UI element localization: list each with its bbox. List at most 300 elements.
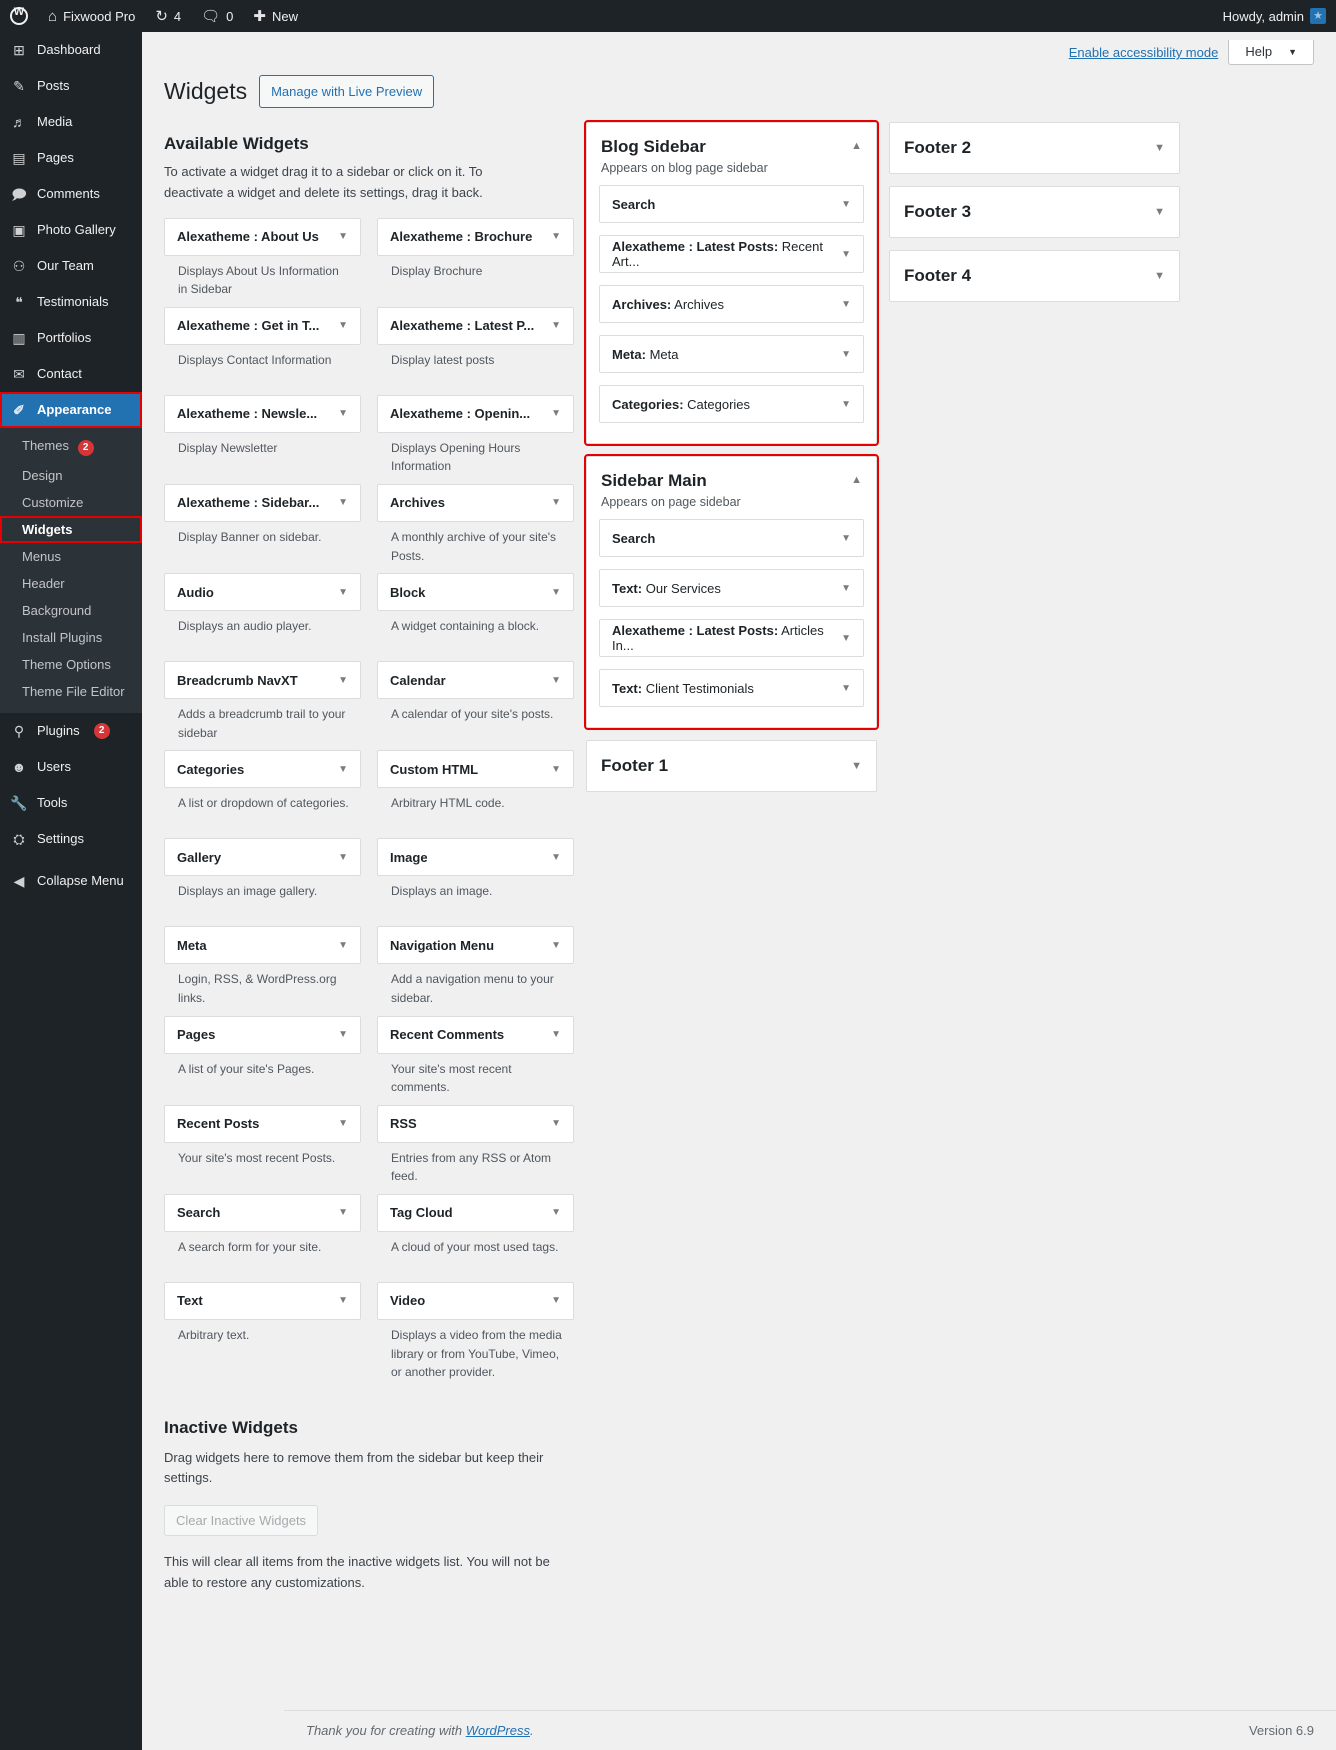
widget-name: Breadcrumb NavXT [177,672,298,688]
widget-header[interactable] [377,750,574,788]
available-widgets-description: To activate a widget drag it to a sidebar or click on it. To deactivate a widget and delete its settings, drag it back. [164,164,483,200]
sidebar-item-label: Appearance [37,402,112,417]
sidebar-item-label: Photo Gallery [37,222,116,237]
sidebar-widget[interactable] [599,519,864,557]
chevron-down-icon[interactable]: ▼ [841,682,851,694]
available-widget [377,395,574,484]
sidebar-widget[interactable] [599,619,864,657]
submenu-label: Widgets [22,522,73,537]
widget-name: Archives: [612,296,672,312]
widget-name: Search [177,1205,221,1221]
site-name-label: Fixwood Pro [63,8,136,24]
widget-name: Meta [177,937,207,953]
widget-header[interactable] [377,1105,574,1143]
chevron-down-icon: ▼ [1288,46,1297,57]
admin-footer [284,1710,1336,1750]
sidebar-item-label: Pages [37,150,74,165]
widget-name: Categories [177,761,245,777]
submenu-item-theme-file-editor[interactable] [0,678,142,705]
widget-header[interactable] [164,926,361,964]
quote-icon: ❝ [15,294,23,310]
available-widget [164,661,361,750]
sidebar-widget[interactable] [599,569,864,607]
widget-header[interactable] [164,573,361,611]
submenu-label: Customize [22,495,84,510]
widget-header[interactable] [164,838,361,876]
widget-name: Video [390,1293,426,1309]
comment-icon: 🗩 [11,186,27,202]
admin-bar [0,0,1336,32]
submenu-label: Theme Options [22,657,111,672]
widget-header[interactable] [164,484,361,522]
widget-header[interactable] [164,1016,361,1054]
widgets-page-wrap [142,75,1336,1610]
howdy-label: Howdy, admin [1222,8,1304,24]
widget-description: Your site's most recent Posts. [178,1150,336,1165]
available-widget [377,838,574,926]
sidebar-panel-title: Blog Sidebar [601,137,706,156]
sidebar-panel-description: Appears on page sidebar [601,495,741,509]
submenu-item-design[interactable] [0,462,142,489]
sidebar-item-label: Testimonials [37,294,109,309]
widget-value: Articles In... [612,623,824,653]
widget-header[interactable] [377,1282,574,1320]
footer-thanks [306,1723,534,1738]
widget-value: Client Testimonials [645,680,754,696]
chevron-down-icon[interactable]: ▼ [1154,142,1165,154]
sidebar-widget[interactable] [599,335,864,373]
chevron-up-icon[interactable]: ▲ [851,140,862,152]
sidebar-item-label: Tools [37,795,68,810]
widget-name: Categories: [612,396,684,412]
sidebar-item-photo-gallery[interactable] [0,212,142,248]
widgets-columns [164,122,1314,1610]
available-widget [164,573,361,661]
sidebar-panel-title: Sidebar Main [601,471,707,490]
widget-description: Display Banner on sidebar. [178,529,322,544]
chevron-down-icon[interactable]: ▼ [841,398,851,410]
sidebar-panel-header[interactable] [587,457,876,519]
widget-name: Meta: [612,346,646,362]
chevron-down-icon: ▼ [551,1295,561,1307]
widget-name: Text: [612,580,643,596]
submenu-label: Design [22,468,63,483]
chevron-down-icon[interactable]: ▼ [841,582,851,594]
sidebar-item-appearance[interactable] [0,392,142,428]
sidebar-item-plugins[interactable] [0,713,142,749]
sidebar-widget[interactable] [599,669,864,707]
sidebar-item-label: Media [37,114,73,129]
available-widget [164,1016,361,1105]
widget-name: Alexatheme : Sidebar... [177,495,320,511]
widget-header[interactable] [377,573,574,611]
sidebar-item-portfolios[interactable] [0,320,142,356]
sidebar-item-users[interactable] [0,749,142,785]
new-content-menu[interactable] [243,0,308,32]
sidebar-item-label: Portfolios [37,330,92,345]
submenu-item-install-plugins[interactable] [0,624,142,651]
page-title-row [164,75,1314,108]
widget-name: Custom HTML [390,761,479,777]
available-widgets-title: Available Widgets [164,134,309,153]
chevron-down-icon: ▼ [338,320,348,332]
sidebars-column-2 [889,122,1180,314]
my-account-menu[interactable] [1213,0,1336,32]
widget-description: Displays an audio player. [178,619,312,634]
chevron-down-icon: ▼ [338,851,348,863]
widget-value: Recent Art... [612,239,823,269]
widget-description: Adds a breadcrumb trail to your sidebar [178,707,346,740]
chevron-down-icon: ▼ [551,1029,561,1041]
sidebar-item-label: Users [37,759,71,774]
submenu-item-header[interactable] [0,570,142,597]
widget-description: Displays an image gallery. [178,884,318,899]
widget-description: A list of your site's Pages. [178,1061,315,1076]
sidebar-panel-title: Footer 2 [904,138,972,157]
widget-value: Archives [674,296,725,312]
submenu-item-background[interactable] [0,597,142,624]
submenu-item-menus[interactable] [0,543,142,570]
chevron-down-icon[interactable]: ▼ [841,532,851,544]
chevron-down-icon: ▼ [551,231,561,243]
collapse-menu-label: Collapse Menu [37,873,124,888]
chevron-down-icon[interactable]: ▼ [841,632,851,644]
widget-description: A monthly archive of your site's Posts. [391,529,557,563]
widget-description: Entries from any RSS or Atom feed. [391,1150,552,1184]
updates-count: 4 [173,8,182,24]
widget-header[interactable] [377,484,574,522]
widget-header[interactable] [164,307,361,345]
widget-name: Tag Cloud [390,1205,453,1221]
widget-description: Display Newsletter [178,440,278,455]
widget-value: Our Services [645,580,721,596]
screen-meta-links [142,32,1336,65]
chevron-down-icon[interactable]: ▼ [841,348,851,360]
widget-name: Image [390,849,428,865]
sidebar-item-label: Posts [37,78,70,93]
widget-description: Display Brochure [391,263,483,278]
users-icon: ☻ [11,759,27,775]
available-widget [164,1105,361,1194]
chevron-down-icon: ▼ [338,1207,348,1219]
sidebar-panel-footer-4[interactable] [889,250,1180,302]
appearance-icon: ✐ [13,402,25,418]
widget-description: A cloud of your most used tags. [391,1239,559,1254]
page-title: Widgets [164,78,248,104]
sidebar-widget[interactable] [599,235,864,273]
available-widget [377,1194,574,1282]
themes-update-count: 2 [78,440,94,456]
available-widget [377,484,574,573]
submenu-label: Background [22,603,92,618]
dashboard-icon: ⊞ [13,42,25,58]
portfolio-icon: ▥ [12,330,26,346]
sidebar-item-posts[interactable] [0,68,142,104]
chevron-down-icon: ▼ [551,586,561,598]
available-widget [164,1282,361,1390]
chevron-down-icon[interactable]: ▼ [841,298,851,310]
sidebar-panel-blog-sidebar [586,122,877,444]
version-label: Version 6.9 [1248,1723,1314,1738]
available-widget [164,926,361,1015]
widget-header[interactable] [164,395,361,433]
widget-header[interactable] [377,218,574,256]
chevron-down-icon: ▼ [338,1029,348,1041]
help-tab-button[interactable] [1228,40,1314,65]
chevron-up-icon[interactable]: ▲ [851,474,862,486]
widget-header[interactable] [164,218,361,256]
widget-description: Arbitrary text. [178,1327,250,1342]
inactive-widgets-description: Drag widgets here to remove them from the sidebar but keep their settings. [164,1449,544,1486]
widget-description: Displays Contact Information [178,352,332,367]
comments-icon: 🗨 [201,7,221,25]
available-widget [377,1016,574,1105]
submenu-item-theme-options[interactable] [0,651,142,678]
chevron-down-icon: ▼ [338,1295,348,1307]
enable-accessibility-mode-link[interactable]: Enable accessibility mode [1068,45,1219,60]
widget-name: RSS [390,1116,417,1132]
chevron-down-icon[interactable]: ▼ [841,198,851,210]
chevron-down-icon: ▼ [551,1118,561,1130]
submenu-item-customize[interactable] [0,489,142,516]
sidebar-panel-footer-3[interactable] [889,186,1180,238]
admin-sidebar [0,32,142,1750]
sidebar-item-our-team[interactable] [0,248,142,284]
widget-name: Navigation Menu [390,937,495,953]
widget-description: Arbitrary HTML code. [391,796,505,811]
submenu-label: Theme File Editor [22,684,125,699]
new-content-label: New [271,8,298,24]
widget-name: Alexatheme : Get in T... [177,318,320,334]
sidebar-item-label: Settings [37,831,84,846]
help-label: Help [1245,44,1273,59]
widget-description: Your site's most recent comments. [391,1061,512,1095]
available-widget [377,661,574,750]
plugins-icon: ⚲ [13,723,25,739]
media-icon: ♬ [12,114,26,130]
widget-header[interactable] [164,661,361,699]
sidebar-panel-header[interactable] [587,123,876,185]
sidebar-panel-footer-2[interactable] [889,122,1180,174]
widget-description: Displays an image. [391,884,493,899]
wordpress-link[interactable]: WordPress [465,1723,530,1738]
chevron-down-icon[interactable]: ▼ [851,760,862,772]
widget-header[interactable] [164,1105,361,1143]
sidebar-item-pages[interactable] [0,140,142,176]
widget-header[interactable] [377,926,574,964]
widget-name: Audio [177,584,214,600]
sidebar-widget[interactable] [599,385,864,423]
available-widget [164,395,361,484]
widget-header[interactable] [377,1194,574,1232]
sidebar-item-contact[interactable] [0,356,142,392]
submenu-label: Install Plugins [22,630,103,645]
available-widget [377,573,574,661]
available-widget [377,1105,574,1194]
chevron-down-icon: ▼ [551,1207,561,1219]
widget-value: Meta [649,346,679,362]
sidebar-panel-title: Footer 4 [904,266,972,285]
chevron-down-icon: ▼ [551,674,561,686]
sidebar-item-label: Contact [37,366,82,381]
sidebar-panel-footer-1[interactable] [586,740,877,792]
available-widgets-column [164,122,574,1610]
footer-thanks-prefix: Thank you for creating with [306,1723,466,1738]
sidebar-item-settings[interactable] [0,821,142,857]
sidebar-item-tools[interactable] [0,785,142,821]
available-widget [377,750,574,838]
submenu-item-widgets[interactable] [0,516,142,543]
chevron-down-icon: ▼ [551,851,561,863]
widget-name: Alexatheme : Newsle... [177,406,318,422]
sidebar-widget[interactable] [599,285,864,323]
widget-name: Alexatheme : Latest P... [390,318,535,334]
sidebar-widget[interactable] [599,185,864,223]
appearance-submenu [0,428,142,713]
groups-icon: ⚇ [12,258,26,274]
submenu-label: Header [22,576,65,591]
chevron-down-icon: ▼ [551,408,561,420]
updates-icon: ↻ [155,7,168,25]
camera-icon: ▣ [12,222,26,238]
updates-menu[interactable] [145,0,191,32]
manage-with-live-preview-button[interactable]: Manage with Live Preview [259,75,434,108]
sidebar-item-media[interactable] [0,104,142,140]
site-name-menu[interactable] [38,0,145,32]
widget-description: A calendar of your site's posts. [391,707,554,722]
widget-description: A search form for your site. [178,1239,322,1254]
widget-name: Alexatheme : About Us [177,229,319,245]
chevron-down-icon: ▼ [338,231,348,243]
widget-name: Search [612,530,656,546]
sidebar-item-label: Dashboard [37,42,101,57]
clear-inactive-widgets-button[interactable]: Clear Inactive Widgets [164,1505,318,1536]
collapse-menu-button[interactable] [0,863,142,899]
widget-name: Alexatheme : Latest Posts: [612,623,779,638]
sidebar-panel-title: Footer 3 [904,202,972,221]
footer-thanks-suffix: . [530,1723,534,1738]
widget-header[interactable] [164,1282,361,1320]
chevron-down-icon[interactable]: ▼ [1154,270,1165,282]
chevron-down-icon: ▼ [338,939,348,951]
available-widget [164,750,361,838]
sidebar-item-label: Plugins [37,723,80,738]
widget-name: Recent Posts [177,1116,260,1132]
available-widget [377,218,574,307]
plugins-update-count: 2 [94,723,110,739]
submenu-label: Themes [22,438,69,453]
widget-header[interactable] [377,1016,574,1054]
chevron-down-icon: ▼ [551,763,561,775]
widget-name: Archives [390,495,445,511]
widget-header[interactable] [164,750,361,788]
plus-icon: ✚ [253,7,266,25]
submenu-item-themes[interactable] [0,432,142,462]
widget-name: Calendar [390,672,446,688]
email-icon: ✉ [13,366,25,382]
available-widget [164,307,361,395]
widget-header[interactable] [377,395,574,433]
main-content [142,32,1336,1750]
pin-icon: ✎ [13,78,25,94]
widget-name: Alexatheme : Openin... [390,406,531,422]
comments-menu[interactable] [191,0,243,32]
available-widget [164,484,361,573]
widget-header[interactable] [164,1194,361,1232]
widget-description: A list or dropdown of categories. [178,796,349,811]
widget-name: Block [390,584,426,600]
available-widgets-grid [164,218,574,1390]
widget-value: Categories [687,396,751,412]
sidebar-panel-description: Appears on blog page sidebar [601,161,768,175]
sidebar-item-comments[interactable] [0,176,142,212]
widget-header[interactable] [377,838,574,876]
available-widget [377,926,574,1015]
widget-description: Add a navigation menu to your sidebar. [391,972,554,1005]
widget-description: Display latest posts [391,352,495,367]
tools-icon: 🔧 [10,795,28,811]
widget-name: Text: [612,680,643,696]
widget-name: Gallery [177,849,222,865]
sidebar-panel-title: Footer 1 [601,756,669,775]
chevron-down-icon: ▼ [551,497,561,509]
sidebar-item-testimonials[interactable] [0,284,142,320]
widget-name: Alexatheme : Brochure [390,229,533,245]
submenu-label: Menus [22,549,62,564]
widget-description: Displays a video from the media library or from YouTube, Vimeo, or another provider. [391,1327,562,1380]
available-widget [164,218,361,307]
widget-header[interactable] [377,307,574,345]
widget-description: Displays Opening Hours Information [391,440,521,474]
sidebar-item-label: Our Team [37,258,94,273]
chevron-down-icon: ▼ [338,674,348,686]
inactive-widgets-section [164,1418,554,1594]
widget-description: Login, RSS, & WordPress.org links. [178,972,337,1005]
available-widget [377,307,574,395]
inactive-widgets-title: Inactive Widgets [164,1417,298,1437]
avatar [1310,8,1326,24]
widget-description: Displays About Us Information in Sidebar [178,263,339,297]
comments-count: 0 [226,8,234,24]
widget-name: Text [177,1293,203,1309]
sidebar-item-dashboard[interactable] [0,32,142,68]
available-widget [164,1194,361,1282]
chevron-down-icon: ▼ [551,939,561,951]
chevron-down-icon: ▼ [551,320,561,332]
settings-icon: ⛭ [13,831,25,847]
inactive-widgets-note: This will clear all items from the inactive widgets list. You will not be able to restore any customizations. [164,1554,550,1591]
sidebar-item-label: Comments [37,186,100,201]
widget-name: Search [612,196,656,212]
chevron-down-icon: ▼ [338,586,348,598]
chevron-down-icon: ▼ [338,763,348,775]
widget-header[interactable] [377,661,574,699]
chevron-down-icon: ▼ [338,1118,348,1130]
sidebar-panel-sidebar-main [586,456,877,728]
chevron-down-icon[interactable]: ▼ [841,248,851,260]
available-widget [377,1282,574,1390]
widget-name: Alexatheme : Latest Posts: [612,239,779,254]
available-widget [164,838,361,926]
chevron-down-icon: ▼ [338,408,348,420]
chevron-down-icon[interactable]: ▼ [1154,206,1165,218]
wp-logo-menu[interactable] [0,0,38,32]
widget-description: A widget containing a block. [391,619,540,634]
wordpress-logo-icon [10,7,28,25]
home-icon: ⌂ [48,7,58,25]
widget-name: Pages [177,1027,216,1043]
widget-name: Recent Comments [390,1027,505,1043]
